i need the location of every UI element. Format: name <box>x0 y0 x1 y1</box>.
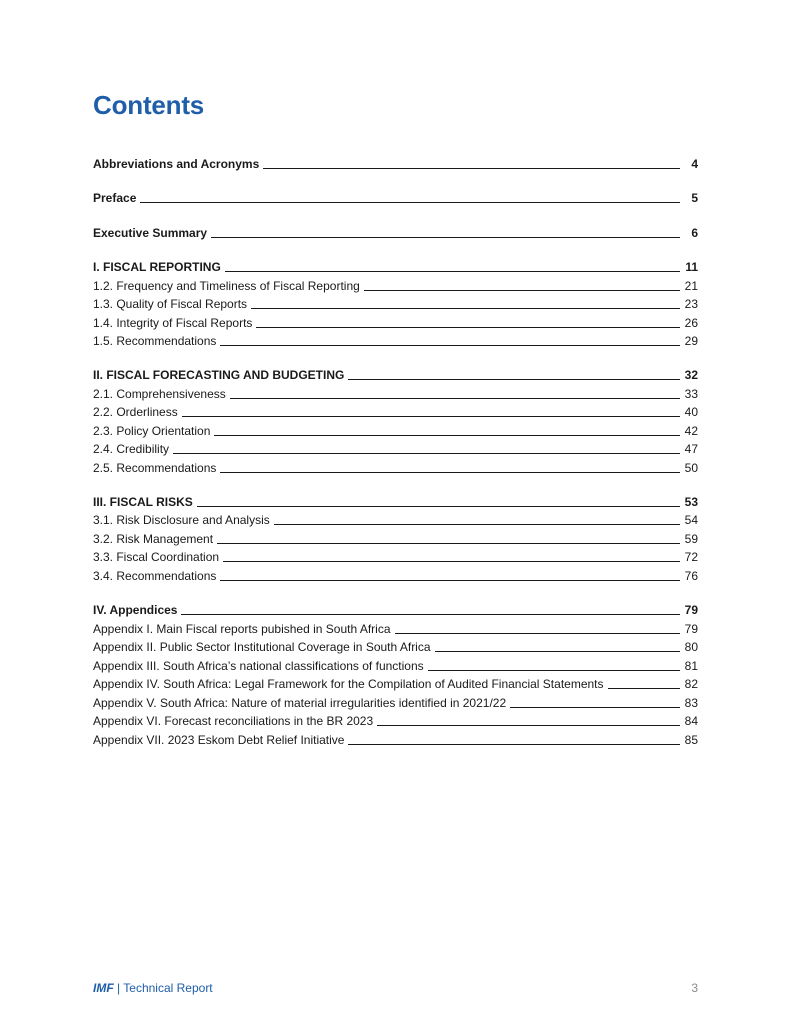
footer-separator: | <box>117 981 121 995</box>
toc-entry-label: Appendix IV. South Africa: Legal Framework for the Compilation of Audited Financial Statements <box>93 677 604 691</box>
toc-leader <box>214 434 680 436</box>
toc-entry-page: 33 <box>684 387 698 401</box>
toc-entry[interactable] <box>93 224 698 240</box>
toc-entry[interactable] <box>93 459 698 475</box>
toc-entry-page: 81 <box>684 659 698 673</box>
toc-leader <box>428 669 680 671</box>
imf-logo: IMF <box>93 981 114 995</box>
page-title: Contents <box>93 90 205 120</box>
toc-entry-label: Appendix VII. 2023 Eskom Debt Relief Initiative <box>93 733 345 747</box>
toc-entry-page: 59 <box>684 532 698 546</box>
toc-entry[interactable] <box>93 620 698 636</box>
toc-entry-page: 42 <box>684 424 698 438</box>
toc-entry-page: 72 <box>684 550 698 564</box>
toc-entry-page: 80 <box>684 640 698 654</box>
toc-leader <box>220 471 680 473</box>
toc-leader <box>510 706 680 708</box>
toc-entry-page: 4 <box>691 157 698 171</box>
toc-entry-page: 82 <box>684 677 698 691</box>
toc-entry[interactable] <box>93 155 698 171</box>
toc-entry[interactable] <box>93 511 698 527</box>
toc-entry-page: 85 <box>684 733 698 747</box>
toc-leader <box>211 236 680 238</box>
toc-entry[interactable] <box>93 601 698 617</box>
toc-entry[interactable] <box>93 493 698 509</box>
toc-leader <box>435 650 680 652</box>
toc-entry[interactable] <box>93 567 698 583</box>
toc-entry[interactable] <box>93 638 698 654</box>
toc-entry-label: Appendix I. Main Fiscal reports pubished in South Africa <box>93 622 391 636</box>
toc-entry-label: Abbreviations and Acronyms <box>93 157 260 171</box>
toc-entry-label: 1.4. Integrity of Fiscal Reports <box>93 316 253 330</box>
toc-entry-label: IV. Appendices <box>93 603 178 617</box>
toc-entry[interactable] <box>93 657 698 673</box>
toc-leader <box>225 270 680 272</box>
toc-entry-page: 47 <box>684 442 698 456</box>
toc-entry-page: 23 <box>684 297 698 311</box>
toc-entry[interactable] <box>93 258 698 274</box>
toc-entry-page: 84 <box>684 714 698 728</box>
toc-leader <box>220 344 680 346</box>
toc-entry-label: 1.2. Frequency and Timeliness of Fiscal Reporting <box>93 279 360 293</box>
toc-entry[interactable] <box>93 366 698 382</box>
toc-entry[interactable] <box>93 694 698 710</box>
toc-entry-label: Preface <box>93 191 137 205</box>
toc-entry-label: 2.4. Credibility <box>93 442 170 456</box>
toc-entry[interactable] <box>93 675 698 691</box>
report-type: Technical Report <box>123 981 213 995</box>
toc-leader <box>173 452 680 454</box>
toc-entry-label: II. FISCAL FORECASTING AND BUDGETING <box>93 368 345 382</box>
toc-leader <box>217 542 680 544</box>
toc-entry-label: III. FISCAL RISKS <box>93 495 193 509</box>
toc-entry[interactable] <box>93 295 698 311</box>
toc-entry-page: 32 <box>684 368 698 382</box>
toc-entry-label: 3.2. Risk Management <box>93 532 214 546</box>
toc-leader <box>348 743 680 745</box>
toc-entry-page: 26 <box>684 316 698 330</box>
toc-entry[interactable] <box>93 403 698 419</box>
toc-entry-page: 76 <box>684 569 698 583</box>
toc-entry-label: 1.5. Recommendations <box>93 334 217 348</box>
toc-entry-page: 29 <box>684 334 698 348</box>
toc-entry-page: 6 <box>691 226 698 240</box>
toc-entry-label: 3.3. Fiscal Coordination <box>93 550 220 564</box>
toc-entry[interactable] <box>93 385 698 401</box>
toc-leader <box>348 378 680 380</box>
toc-leader <box>182 415 680 417</box>
toc-entry[interactable] <box>93 422 698 438</box>
toc-entry[interactable] <box>93 332 698 348</box>
toc-entry-page: 53 <box>684 495 698 509</box>
toc-leader <box>220 579 680 581</box>
toc-entry-label: 2.1. Comprehensiveness <box>93 387 226 401</box>
toc-entry[interactable] <box>93 440 698 456</box>
toc-entry-label: 3.1. Risk Disclosure and Analysis <box>93 513 270 527</box>
toc-entry-page: 40 <box>684 405 698 419</box>
toc-entry-label: Appendix VI. Forecast reconciliations in the BR 2023 <box>93 714 374 728</box>
toc-entry-page: 79 <box>684 622 698 636</box>
toc-leader <box>181 613 680 615</box>
page-footer <box>93 981 213 995</box>
toc-entry-page: 79 <box>684 603 698 617</box>
toc-leader <box>608 687 680 689</box>
toc-entry-label: Executive Summary <box>93 226 208 240</box>
toc-entry-label: 2.2. Orderliness <box>93 405 178 419</box>
toc-leader <box>140 201 680 203</box>
toc-entry[interactable] <box>93 712 698 728</box>
toc-entry-label: 3.4. Recommendations <box>93 569 217 583</box>
toc-entry-page: 54 <box>684 513 698 527</box>
toc-entry-page: 11 <box>685 260 698 274</box>
toc-entry-page: 83 <box>684 696 698 710</box>
toc-leader <box>263 167 680 169</box>
toc-entry-page: 50 <box>684 461 698 475</box>
toc-leader <box>364 289 680 291</box>
toc-entry[interactable] <box>93 530 698 546</box>
toc-entry[interactable] <box>93 189 698 205</box>
toc-leader <box>230 397 680 399</box>
toc-leader <box>223 560 680 562</box>
toc-entry-page: 21 <box>684 279 698 293</box>
toc-entry-label: Appendix III. South Africa’s national classifications of functions <box>93 659 424 673</box>
toc-entry[interactable] <box>93 548 698 564</box>
toc-leader <box>197 505 680 507</box>
page-number: 3 <box>691 981 698 995</box>
toc-leader <box>377 724 680 726</box>
toc-leader <box>256 326 680 328</box>
toc-entry-label: 2.5. Recommendations <box>93 461 217 475</box>
toc-leader <box>251 307 680 309</box>
toc-entry[interactable] <box>93 314 698 330</box>
toc-leader <box>274 523 680 525</box>
toc-entry-label: Appendix II. Public Sector Institutional Coverage in South Africa <box>93 640 431 654</box>
toc-entry[interactable] <box>93 731 698 747</box>
toc-entry-label: 1.3. Quality of Fiscal Reports <box>93 297 248 311</box>
toc-entry[interactable] <box>93 277 698 293</box>
toc-entry-label: I. FISCAL REPORTING <box>93 260 221 274</box>
toc-entry-label: 2.3. Policy Orientation <box>93 424 211 438</box>
toc-entry-label: Appendix V. South Africa: Nature of material irregularities identified in 2021/22 <box>93 696 507 710</box>
toc-entry-page: 5 <box>691 191 698 205</box>
toc-leader <box>395 632 681 634</box>
